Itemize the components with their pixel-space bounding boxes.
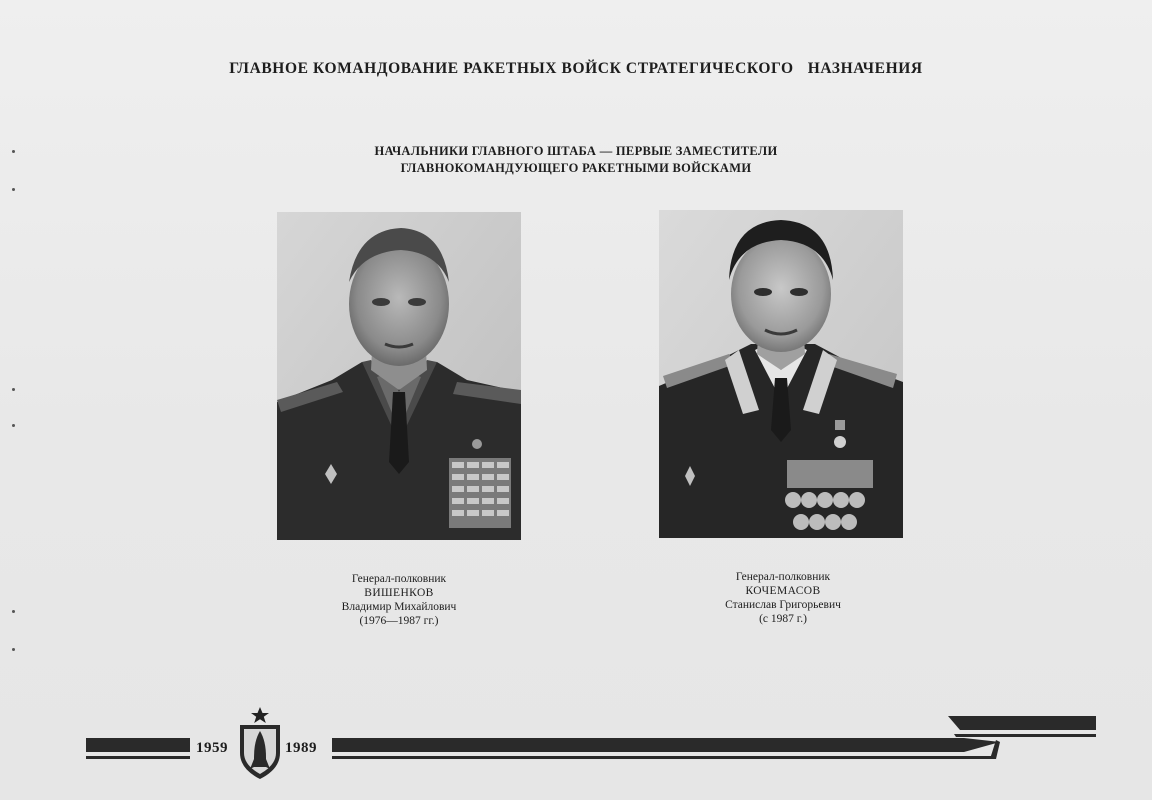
section-title-line-1: НАЧАЛЬНИКИ ГЛАВНОГО ШТАБА — ПЕРВЫЕ ЗАМЕСТИТЕЛИ	[374, 144, 778, 158]
person-rank: Генерал-полковник	[351, 573, 447, 585]
person-years: (с 1987 г.)	[759, 613, 807, 625]
person-surname: ВИШЕНКОВ	[364, 587, 434, 599]
footer-year-start: 1959	[196, 740, 228, 756]
person-full-name: Владимир Михайлович	[341, 601, 457, 613]
header-title-last-word: НАЗНАЧЕНИЯ	[807, 60, 923, 77]
person-surname: КОЧЕМАСОВ	[745, 585, 821, 597]
footer-bar-left-thick	[86, 738, 190, 752]
footer-year-end: 1989	[285, 740, 317, 756]
margin-mark	[12, 424, 15, 427]
footer-bar-left-thin	[86, 756, 190, 759]
caption-right	[653, 570, 913, 626]
person-rank: Генерал-полковник	[735, 571, 831, 583]
section-title	[0, 143, 1152, 177]
missile-shield-emblem-icon	[236, 707, 284, 781]
portrait-photo-left	[277, 212, 521, 540]
person-years: (1976—1987 гг.)	[359, 615, 439, 627]
person-full-name: Станислав Григорьевич	[725, 599, 841, 611]
portrait-photo-right	[659, 210, 903, 538]
footer-bar-main-thin	[332, 756, 996, 759]
margin-mark	[12, 388, 15, 391]
page-header-title	[0, 60, 1152, 78]
footer-bar-swoosh	[940, 712, 1100, 762]
margin-mark	[12, 610, 15, 613]
margin-mark	[12, 188, 15, 191]
footer-bar-main-thick	[332, 738, 964, 752]
margin-mark	[12, 648, 15, 651]
header-title-main: ГЛАВНОЕ КОМАНДОВАНИЕ РАКЕТНЫХ ВОЙСК СТРАТЕГИЧЕСКОГО	[229, 60, 794, 77]
caption-left	[269, 572, 529, 628]
section-title-line-2: ГЛАВНОКОМАНДУЮЩЕГО РАКЕТНЫМИ ВОЙСКАМИ	[400, 161, 752, 175]
